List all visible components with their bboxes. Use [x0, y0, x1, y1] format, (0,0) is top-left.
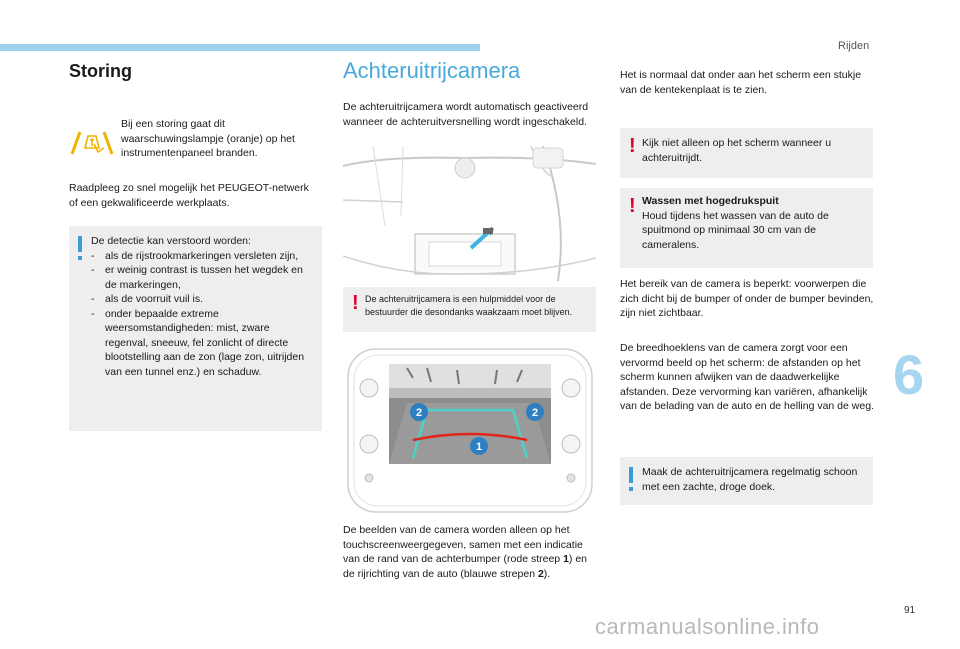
warning-icon: !	[352, 292, 359, 314]
images-text-part1: De beelden van de camera worden alleen op het touchscreenweergegeven, samen met een indicatie van de rand van de achterbumper (rode streep	[343, 524, 583, 565]
marker-2-right: 2	[531, 407, 539, 419]
camera-heading: Achteruitrijcamera	[343, 58, 521, 83]
rear-car-illustration	[343, 146, 596, 283]
info-intro: De detectie kan verstoord worden:	[91, 235, 251, 247]
license-plate-text: Het is normaal dat onder aan het scherm een stukje van de kentekenplaat is te zien.	[620, 69, 862, 96]
info-box-cleaning	[620, 457, 873, 505]
camera-images-text	[343, 523, 598, 581]
list-item: - als de voorruit vuil is.	[91, 292, 306, 307]
range-text: Het bereik van de camera is beperkt: voorwerpen die zich dicht bij de bumper of onder de bumper bevinden, zijn niet zichtbaar.	[620, 278, 874, 319]
header-bar	[0, 44, 480, 51]
assist-warning-text: De achteruitrijcamera is een hulpmiddel voor de bestuurder die desondanks waakzaam moet blijven.	[365, 294, 573, 317]
wide-angle-text: De breedhoeklens van de camera zorgt voor een vervormd beeld op het scherm: de afstanden op het scherm kunnen afwijken van de daadwerkelijke afstanden. Deze vervorming kan variëren, afhankelijk van de belading van de auto en de helling van de weg.	[620, 342, 874, 412]
info-box-detection	[69, 226, 322, 431]
washing-warning	[642, 194, 864, 252]
chapter-tab	[893, 340, 941, 410]
images-text-part3: ).	[543, 567, 551, 580]
info-icon	[629, 467, 633, 483]
chapter-number: 6	[893, 343, 925, 406]
watermark: carmanualsonline.info	[595, 614, 820, 639]
washing-title: Wassen met hogedrukspuit	[642, 195, 779, 207]
cleaning-text: Maak de achteruitrijcamera regelmatig schoon met een zachte, droge doek.	[642, 466, 858, 493]
warning-box-screen	[620, 128, 873, 178]
section-label: Rijden	[838, 40, 870, 52]
camera-intro: De achteruitrijcamera wordt automatisch geactiveerd wanneer de achteruitversnelling wordt ingeschakeld.	[343, 101, 589, 128]
images-text-part2: ) en de rijrichting van de auto (blauwe strepen	[343, 553, 587, 580]
lane-departure-warning-icon	[70, 126, 114, 156]
warning-icon: !	[629, 195, 636, 217]
detection-list	[91, 249, 306, 380]
warning-box-washing	[620, 188, 873, 268]
list-item: - er weinig contrast is tussen het wegdek en de markeringen,	[91, 263, 306, 292]
warning-box-assist	[343, 287, 596, 332]
page-number: 91	[904, 605, 916, 616]
touchscreen-illustration	[347, 348, 593, 513]
screen-warning-text: Kijk niet alleen op het scherm wanneer u achteruitrijdt.	[642, 137, 832, 164]
storing-heading: Storing	[69, 61, 132, 81]
warning-icon: !	[629, 135, 636, 157]
marker-2-left: 2	[415, 407, 423, 419]
list-item: - onder bepaalde extreme weersomstandigheden: mist, zware regenval, sneeuw, fel zonlicht of directe blootstelling aan de zon (lage zon, uitrijden van een tunnel enz.) en schaduw.	[91, 307, 306, 380]
images-text-marker1: 1	[563, 553, 569, 565]
marker-1: 1	[475, 441, 483, 453]
list-item: - als de rijstrookmarkeringen versleten zijn,	[91, 249, 306, 264]
info-icon	[78, 236, 82, 252]
advice-text: Raadpleeg zo snel mogelijk het PEUGEOT-netwerk of een gekwalificeerde werkplaats.	[69, 182, 309, 209]
images-text-marker2: 2	[537, 567, 544, 580]
washing-text: Houd tijdens het wassen van de auto de spuitmond op minimaal 30 cm van de cameralens.	[642, 209, 829, 251]
lamp-text: Bij een storing gaat dit waarschuwingslampje (oranje) op het instrumentenpaneel branden.	[121, 118, 295, 159]
